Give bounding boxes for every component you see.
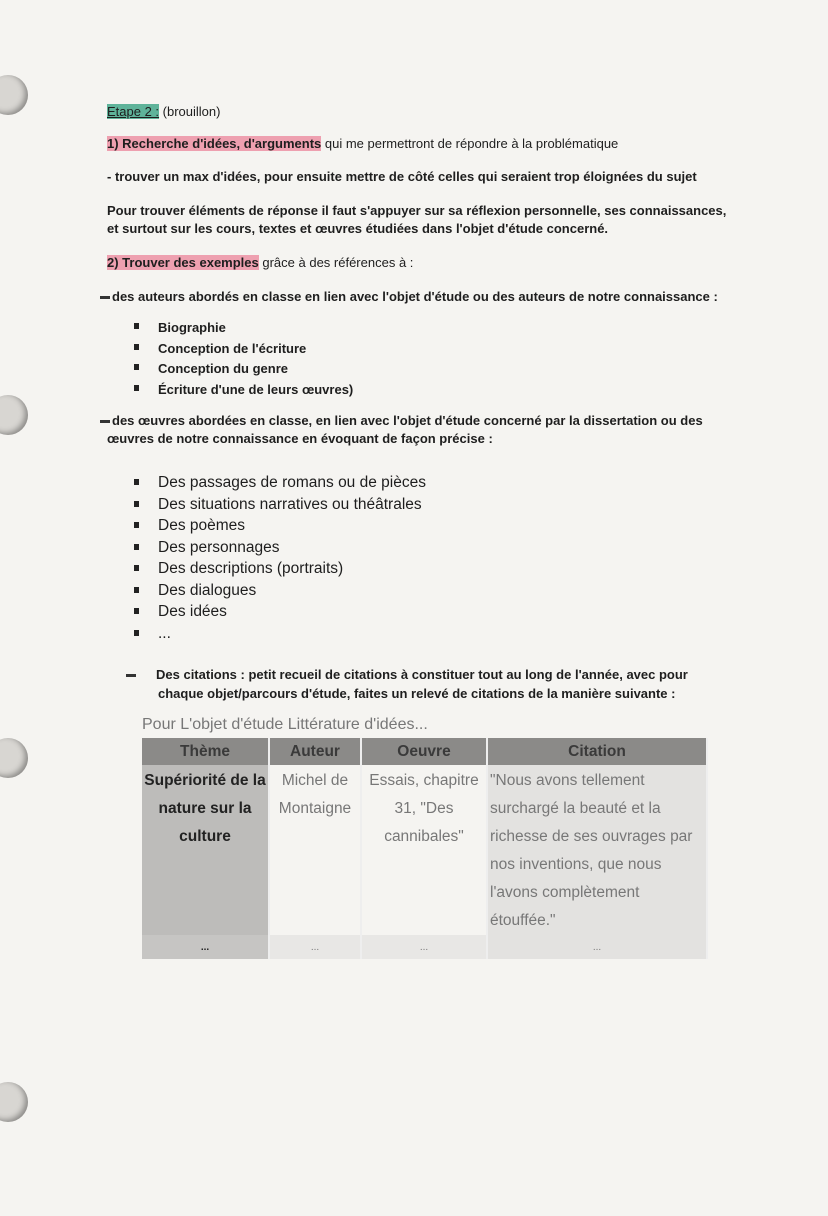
list-item: Des descriptions (portraits) [132,558,426,580]
section-2 [107,255,413,270]
dash-icon [100,296,110,299]
section-1 [107,136,618,151]
works-intro-line: des œuvres abordées en classe, en lien avec l'objet d'étude concerné par la dissertation ou des [112,413,703,428]
cell-ellipsis: ... [269,935,361,959]
header-quote: Citation [487,738,707,765]
paragraph: Pour trouver éléments de réponse il faut s'appuyer sur sa réflexion personnelle, ses connaissances, [107,203,727,218]
table-header-row [142,738,707,765]
cell-quote: "Nous avons tellement surchargé la beauté et la richesse de ses ouvrages par nos inventions, que nous l'avons complètement étouffée." [487,765,707,935]
section-2-rest: grâce à des références à : [258,255,414,270]
paragraph: et surtout sur les cours, textes et œuvres étudiées dans l'objet d'étude concerné. [107,221,609,236]
list-item: ... [132,623,426,645]
cell-ellipsis: ... [361,935,487,959]
header-work: Oeuvre [361,738,487,765]
quotes-intro [126,667,688,682]
authors-intro-text: des auteurs abordés en classe en lien avec l'objet d'étude ou des auteurs de notre connaissance : [112,289,718,304]
authors-list [132,318,353,400]
list-item: Des personnages [132,537,426,559]
dash-icon [126,674,136,677]
quotes-table [142,738,708,959]
cell-author: Michel de Montaigne [269,765,361,935]
list-item: Des dialogues [132,580,426,602]
section-1-title: 1) Recherche d'idées, d'arguments [107,136,322,151]
section-2-title: 2) Trouver des exemples [107,255,259,270]
list-item: Des poèmes [132,515,426,537]
list-item: Des situations narratives ou théâtrales [132,494,426,516]
quotes-intro-line: Des citations : petit recueil de citations à constituer tout au long de l'année, avec pour [156,667,688,682]
authors-intro [100,289,718,304]
step-label: Etape 2 : [107,104,160,119]
punch-hole [0,75,28,115]
step-sub: (brouillon) [162,104,221,119]
table-row [142,765,707,935]
list-item: Écriture d'une de leurs œuvres) [132,380,353,401]
punch-hole [0,738,28,778]
quotes-intro-line: chaque objet/parcours d'étude, faites un relevé de citations de la manière suivante : [158,686,676,701]
list-item: Conception de l'écriture [132,339,353,360]
cell-work: Essais, chapitre 31, "Des cannibales" [361,765,487,935]
punch-hole [0,395,28,435]
header-theme: Thème [142,738,269,765]
works-intro-line: œuvres de notre connaissance en évoquant de façon précise : [107,431,493,446]
dash-icon [100,420,110,423]
header-author: Auteur [269,738,361,765]
punch-hole [0,1082,28,1122]
list-item: Biographie [132,318,353,339]
paragraph: - trouver un max d'idées, pour ensuite mettre de côté celles qui seraient trop éloignées du sujet [107,169,697,184]
table-caption: Pour L'objet d'étude Littérature d'idées... [142,716,428,733]
works-list [132,472,426,644]
list-item: Des passages de romans ou de pièces [132,472,426,494]
list-item: Conception du genre [132,359,353,380]
step-heading [107,104,220,119]
section-1-rest: qui me permettront de répondre à la problématique [321,136,619,151]
cell-theme: Supériorité de la nature sur la culture [142,765,269,935]
list-item: Des idées [132,601,426,623]
works-intro [100,413,703,428]
cell-ellipsis: ... [142,935,269,959]
cell-ellipsis: ... [487,935,707,959]
table-row [142,935,707,959]
